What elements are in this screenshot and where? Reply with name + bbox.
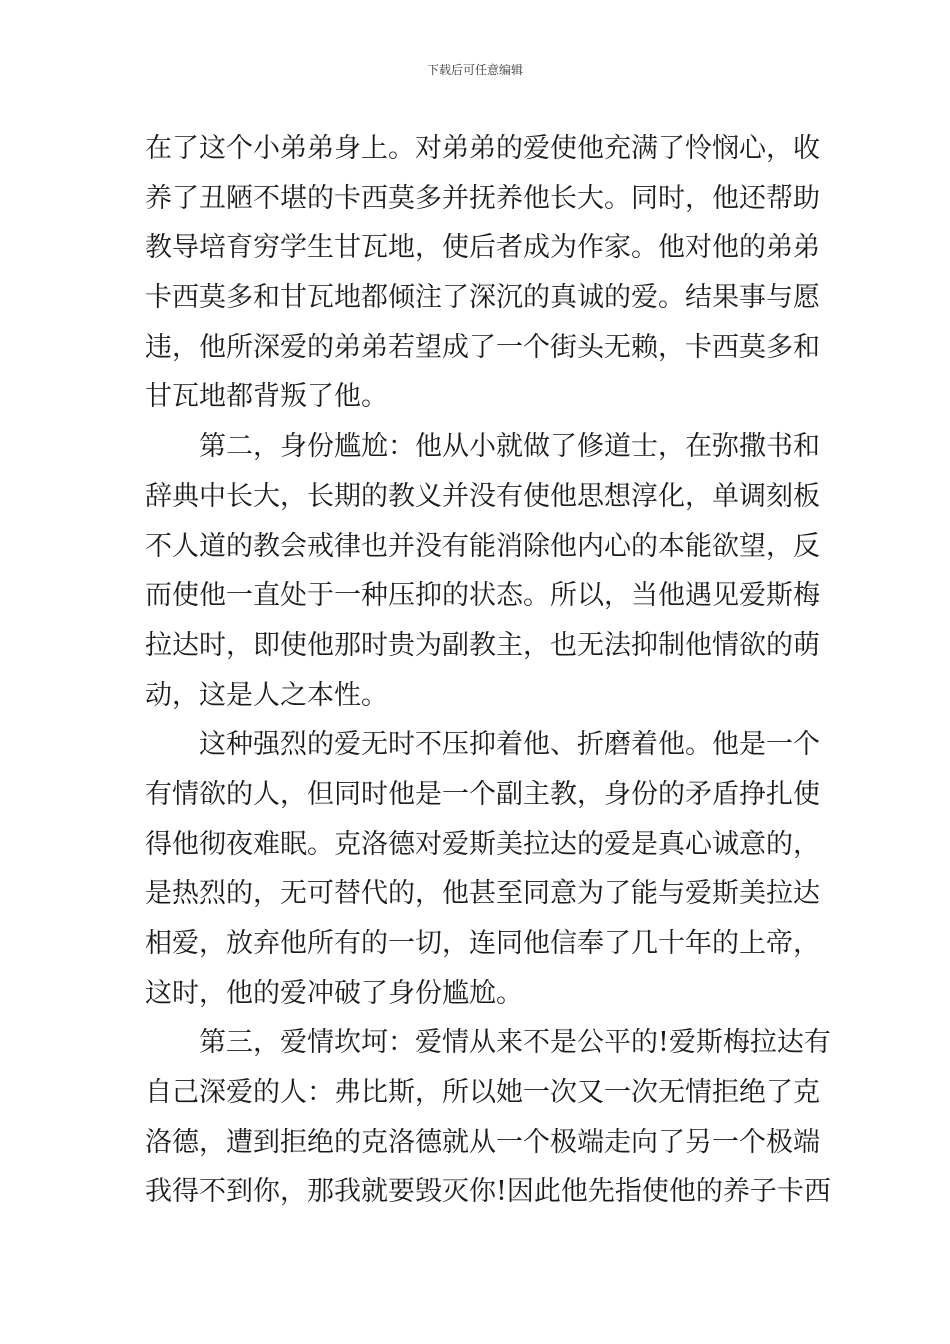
text-line: 第二，身份尴尬：他从小就做了修道士，在弥撒书和 (199, 431, 820, 463)
text-line: 有情欲的人，但同时他是一个副主教，身份的矛盾挣扎使 (145, 778, 820, 810)
text-line: 得他彻夜难眠。克洛德对爱斯美拉达的爱是真心诚意的， (145, 828, 820, 860)
text-line: 养了丑陋不堪的卡西莫多并抚养他长大。同时，他还帮助 (145, 182, 820, 214)
text-line: 这种强烈的爱无时不压抑着他、折磨着他。他是一个 (199, 729, 820, 761)
text-line: 教导培育穷学生甘瓦地，使后者成为作家。他对他的弟弟 (145, 232, 820, 264)
text-line: 违，他所深爱的弟弟若望成了一个街头无赖，卡西莫多和 (145, 331, 820, 363)
text-line: 辞典中长大，长期的教义并没有使他思想淳化，单调刻板 (145, 480, 820, 512)
text-line: 拉达时，即使他那时贵为副教主，也无法抑制他情欲的萌 (145, 629, 820, 661)
page-header: 下载后可任意编辑 (426, 63, 523, 77)
text-line: 在了这个小弟弟身上。对弟弟的爱使他充满了怜悯心，收 (145, 133, 820, 164)
text-line: 甘瓦地都背叛了他。 (145, 381, 388, 413)
text-line: 这时，他的爱冲破了身份尴尬。 (145, 977, 523, 1009)
text-line: 是热烈的，无可替代的，他甚至同意为了能与爱斯美拉达 (145, 878, 820, 910)
text-line: 自己深爱的人：弗比斯，所以她一次又一次无情拒绝了克 (145, 1077, 820, 1109)
text-line: 而使他一直处于一种压抑的状态。所以，当他遇见爱斯梅 (145, 580, 820, 612)
text-line: 相爱，放弃他所有的一切，连同他信奉了几十年的上帝， (145, 928, 820, 959)
text-line: 卡西莫多和甘瓦地都倾注了深沉的真诚的爱。结果事与愿 (145, 282, 820, 314)
document-body (145, 124, 831, 1217)
text-line: 第三，爱情坎坷：爱情从来不是公平的!爱斯梅拉达有 (199, 1027, 831, 1059)
text-line: 洛德，遭到拒绝的克洛德就从一个极端走向了另一个极端 (145, 1126, 820, 1158)
text-line: 我得不到你，那我就要毁灭你!因此他先指使他的养子卡西 (145, 1176, 831, 1208)
text-line: 不人道的教会戒律也并没有能消除他内心的本能欲望，反 (145, 530, 820, 562)
text-line: 动，这是人之本性。 (145, 679, 388, 711)
